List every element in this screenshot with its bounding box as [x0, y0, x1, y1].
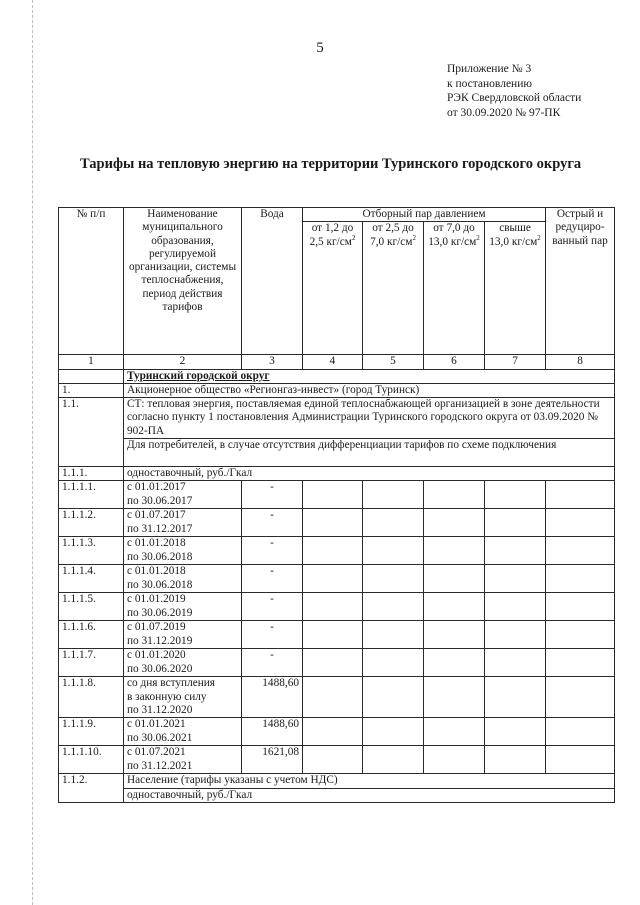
column-number-row: [59, 355, 615, 369]
table-row: [59, 565, 615, 593]
population-label: Население (тарифы указаны с учетом НДС): [124, 774, 615, 788]
population-one-part-row: [59, 788, 615, 802]
row-number: 1.: [59, 383, 124, 397]
annex-line-1: Приложение № 3: [447, 63, 532, 75]
header-steam-group: Отборный пар давлением: [303, 208, 546, 222]
supply-system-text: СТ: тепловая энергия, поставляемая единой теплоснабжающей организацией в зоне деятельности согласно пункту 1 постановления Администрации Туринского городского округа от 03.09.2020 № 902-ПА: [124, 398, 615, 439]
water-tariff: -: [242, 649, 303, 677]
water-tariff: -: [242, 509, 303, 537]
header-name: Наименование муниципального образования, регулируемой организации, системы теплоснабжения, период действия тарифов: [124, 208, 242, 355]
period-cell: с 01.07.2019 по 31.12.2019: [124, 621, 242, 649]
table-row: [59, 537, 615, 565]
row-number: 1.1.1.7.: [59, 649, 124, 677]
period-cell: со дня вступления в законную силу по 31.12.2020: [124, 677, 242, 718]
table-row: [59, 649, 615, 677]
period-cell: с 01.01.2019 по 30.06.2019: [124, 593, 242, 621]
water-tariff: -: [242, 565, 303, 593]
water-tariff: -: [242, 481, 303, 509]
period-cell: с 01.01.2017 по 30.06.2017: [124, 481, 242, 509]
row-number: 1.1.1.10.: [59, 746, 124, 774]
page-number: 5: [316, 40, 324, 56]
col-number: 1: [59, 355, 124, 369]
header-water: Вода: [242, 208, 303, 355]
one-part-tariff-label: одноставочный, руб./Гкал: [124, 467, 615, 481]
table-row: [59, 677, 615, 718]
water-tariff: 1488,60: [242, 677, 303, 718]
water-tariff: 1488,60: [242, 718, 303, 746]
header-pressure-1: от 1,2 до 2,5 $кг/см^2$: [303, 222, 363, 355]
table-row: [59, 509, 615, 537]
period-cell: с 01.01.2018 по 30.06.2018: [124, 565, 242, 593]
annex-reference: [447, 62, 581, 120]
consumers-row: [59, 439, 615, 467]
supply-system-row: [59, 398, 615, 439]
row-number: 1.1.1.1.: [59, 481, 124, 509]
consumers-text: Для потребителей, в случае отсутствия дифференциации тарифов по схеме подключения: [124, 439, 615, 467]
period-cell: с 01.07.2017 по 31.12.2017: [124, 509, 242, 537]
col-number: 7: [485, 355, 546, 369]
header-pressure-2: от 2,5 до 7,0 $кг/см^2$: [363, 222, 424, 355]
row-number: 1.1.1.2.: [59, 509, 124, 537]
row-number: 1.1.1.6.: [59, 621, 124, 649]
col-number: 3: [242, 355, 303, 369]
row-number: 1.1.: [59, 398, 124, 467]
water-tariff: -: [242, 537, 303, 565]
col-number: 4: [303, 355, 363, 369]
period-cell: с 01.01.2020 по 30.06.2020: [124, 649, 242, 677]
annex-line-3: РЭК Свердловской области: [447, 92, 582, 105]
row-number: 1.1.2.: [59, 774, 124, 803]
organization-name: Акционерное общество «Регионгаз-инвест» (город Туринск): [124, 383, 615, 397]
row-number: 1.1.1.4.: [59, 565, 124, 593]
district-row: [59, 369, 615, 383]
table-row: [59, 746, 615, 774]
population-one-part-label: одноставочный, руб./Гкал: [124, 788, 615, 802]
tariff-table: [58, 207, 615, 803]
row-number: 1.1.1.8.: [59, 677, 124, 718]
header-sharp-steam: Острый и редуциро-ванный пар: [546, 208, 615, 355]
table-row: [59, 718, 615, 746]
organization-row: [59, 383, 615, 397]
table-row: [59, 621, 615, 649]
water-tariff: -: [242, 593, 303, 621]
col-number: 8: [546, 355, 615, 369]
district-name: Туринский городской округ: [124, 369, 615, 383]
row-number: 1.1.1.5.: [59, 593, 124, 621]
annex-line-2: к постановлению: [447, 77, 532, 90]
population-row: [59, 774, 615, 788]
row-number: 1.1.1.: [59, 467, 124, 481]
annex-line-4: от 30.09.2020 № 97-ПК: [447, 106, 561, 119]
period-cell: с 01.01.2021 по 30.06.2021: [124, 718, 242, 746]
water-tariff: -: [242, 621, 303, 649]
period-cell: с 01.07.2021 по 31.12.2021: [124, 746, 242, 774]
header-pressure-4: свыше 13,0 $кг/см^2$: [485, 222, 546, 355]
period-cell: с 01.01.2018 по 30.06.2018: [124, 537, 242, 565]
header-pressure-3: от 7,0 до 13,0 $кг/см^2$: [424, 222, 485, 355]
binding-margin-line: [32, 0, 33, 905]
one-part-tariff-row: [59, 467, 615, 481]
header-number: № п/п: [59, 208, 124, 355]
water-tariff: 1621,08: [242, 746, 303, 774]
table-row: [59, 593, 615, 621]
col-number: 2: [124, 355, 242, 369]
document-title: Тарифы на тепловую энергию на территории Туринского городского округа: [80, 156, 582, 172]
row-number: 1.1.1.9.: [59, 718, 124, 746]
table-row: [59, 481, 615, 509]
row-number: 1.1.1.3.: [59, 537, 124, 565]
col-number: 6: [424, 355, 485, 369]
col-number: 5: [363, 355, 424, 369]
